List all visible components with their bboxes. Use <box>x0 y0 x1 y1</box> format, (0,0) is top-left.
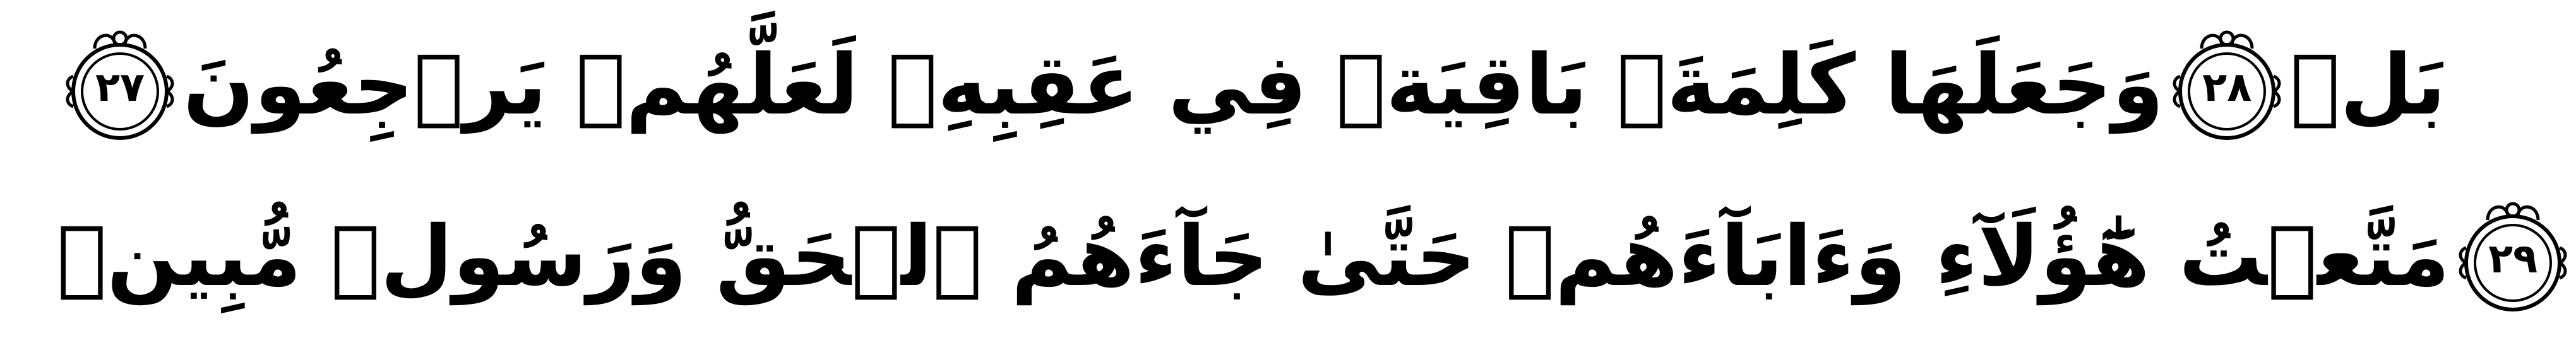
ayah-number: ٢٨ <box>2202 64 2252 111</box>
ayah-marker-27 <box>57 22 183 148</box>
text-line-1 <box>57 6 2446 164</box>
verse-text-segment: وَجَعَلَهَا كَلِمَةَۢ بَاقِيَةࣰ فِي عَقِبِهِۦ لَعَلَّهُمۡ يَرۡجِعُونَ <box>183 37 2164 134</box>
ayah-marker-29 <box>2450 194 2576 320</box>
ayah-number: ٢٧ <box>95 64 145 111</box>
ayah-marker-28 <box>2164 22 2290 148</box>
ayah-number: ٢٩ <box>2488 236 2538 282</box>
verse-text-segment: مَتَّعۡتُ هَٰٓؤُلَآءِ وَءَابَآءَهُمۡ حَتَّىٰ جَآءَهُمُ ٱلۡحَقُّ وَرَسُولࣱ مُّبِينࣱ <box>57 208 2450 305</box>
verse-text-segment: بَلۡ <box>2290 37 2446 134</box>
text-line-2 <box>57 178 2538 335</box>
